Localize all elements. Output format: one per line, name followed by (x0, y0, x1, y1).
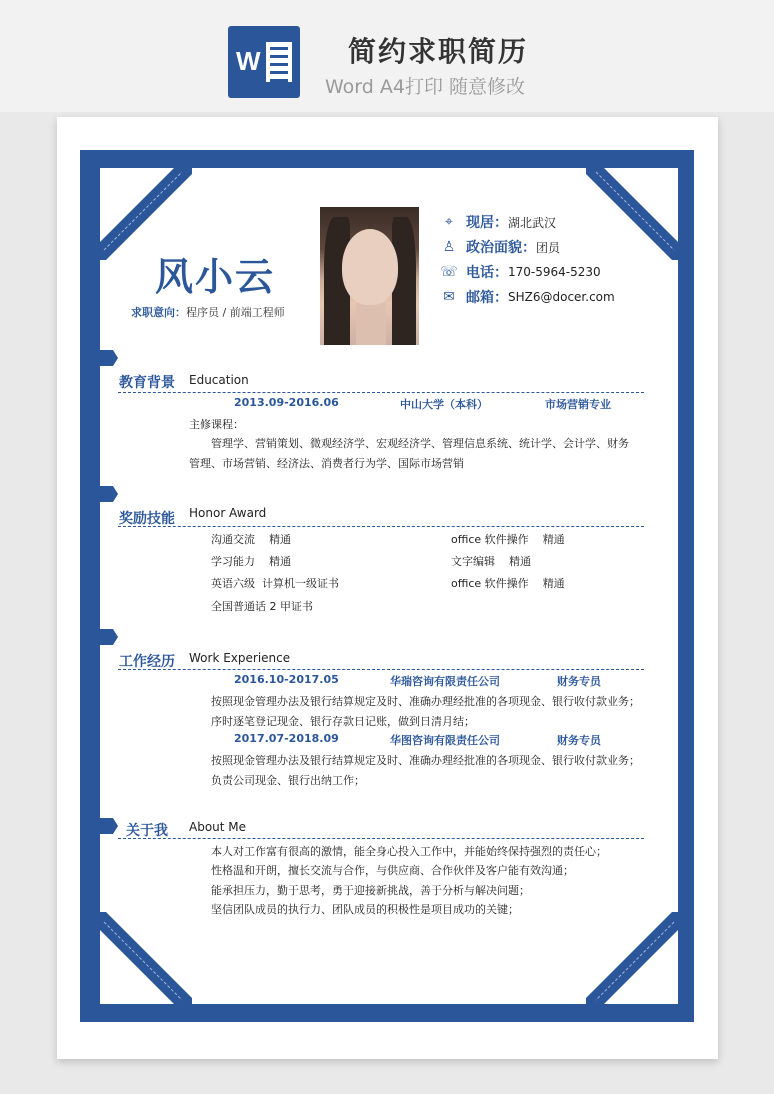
section-title-skills: 奖励技能 (119, 511, 175, 527)
section-title-en-education: Education (189, 373, 249, 387)
candidate-name: 风小云 (155, 255, 276, 299)
job-period: 2017.07-2018.09 (234, 732, 339, 745)
user-icon: ♙ (442, 239, 456, 255)
job-company: 华图咨询有限责任公司 (390, 734, 500, 747)
info-email: ✉ 邮箱： SHZ6@docer.com (440, 287, 615, 307)
section-title-en-skills: Honor Award (189, 506, 267, 520)
job-duty-line: 负责公司现金、银行出纳工作； (211, 774, 365, 787)
job-intent (131, 304, 285, 320)
skill-item: 全国普通话 2 甲证书 (211, 600, 313, 613)
edu-course-line: 管理学、营销策划、微观经济学、宏观经济学、管理信息系统、统计学、会计学、财务 (211, 437, 629, 450)
section-divider (118, 838, 644, 839)
word-icon-letter: W (236, 46, 261, 76)
section-title-about: 关于我 (126, 823, 168, 839)
job-period: 2016.10-2017.05 (234, 673, 339, 686)
skill-item: 沟通交流 精通 (211, 533, 291, 546)
mail-icon: ✉ (443, 289, 455, 305)
info-location: ⌖ 现居： 湖北武汉 (440, 212, 556, 232)
about-line: 能承担压力，勤于思考，勇于迎接新挑战，善于分析与解决问题； (211, 884, 530, 897)
edu-school: 中山大学（本科） (400, 398, 488, 411)
edu-major: 市场营销专业 (545, 398, 611, 411)
section-title-en-work: Work Experience (189, 651, 291, 665)
banner-subtitle: Word A4打印 随意修改 (325, 76, 526, 98)
banner-title: 简约求职简历 (348, 35, 529, 68)
section-divider (118, 526, 644, 527)
job-position: 财务专员 (557, 675, 601, 688)
job-company: 华瑞咨询有限责任公司 (390, 675, 500, 688)
section-divider (118, 669, 644, 670)
phone-icon: ☏ (440, 264, 458, 280)
job-intent-label: 求职意向： (131, 306, 186, 319)
job-position: 财务专员 (557, 734, 601, 747)
section-title-work: 工作经历 (119, 654, 175, 670)
location-icon: ⌖ (445, 214, 453, 230)
section-title-education: 教育背景 (119, 375, 175, 391)
job-intent-value: 程序员 / 前端工程师 (186, 306, 285, 319)
corner-ribbon-top-right-icon (586, 168, 678, 260)
skill-item: office 软件操作 精通 (451, 577, 565, 590)
edu-course-line: 管理、市场营销、经济法、消费者行为学、国际市场营销 (189, 457, 464, 470)
about-line: 本人对工作富有很高的激情，能全身心投入工作中，并能始终保持强烈的责任心； (211, 845, 607, 858)
skill-item: office 软件操作 精通 (451, 533, 565, 546)
info-politics: ♙ 政治面貌： 团员 (440, 237, 560, 257)
info-phone: ☏ 电话： 170-5964-5230 (440, 264, 601, 281)
skill-item: 学习能力 精通 (211, 555, 291, 568)
skill-item: 文字编辑 精通 (451, 555, 531, 568)
section-divider (118, 392, 644, 393)
edu-period: 2013.09-2016.06 (234, 396, 339, 409)
word-icon (228, 26, 300, 98)
banner (0, 0, 774, 112)
job-duty-line: 按照现金管理办法及银行结算规定及时、准确办理经批准的各项现金、银行收付款业务； (211, 695, 640, 708)
section-title-en-about: About Me (189, 820, 247, 834)
skill-item: 英语六级 计算机一级证书 (211, 577, 339, 590)
about-line: 性格温和开朗，擅长交流与合作，与供应商、合作伙伴及客户能有效沟通； (211, 864, 574, 877)
job-duty-line: 按照现金管理办法及银行结算规定及时、准确办理经批准的各项现金、银行收付款业务； (211, 754, 640, 767)
corner-ribbon-bottom-left-icon (100, 912, 192, 1004)
about-line: 坚信团队成员的执行力、团队成员的积极性是项目成功的关键； (211, 903, 519, 916)
corner-ribbon-bottom-right-icon (586, 912, 678, 1004)
job-duty-line: 序时逐笔登记现金、银行存款日记账，做到日清月结； (211, 715, 475, 728)
profile-photo (320, 207, 419, 345)
edu-course-label: 主修课程： (189, 418, 244, 431)
